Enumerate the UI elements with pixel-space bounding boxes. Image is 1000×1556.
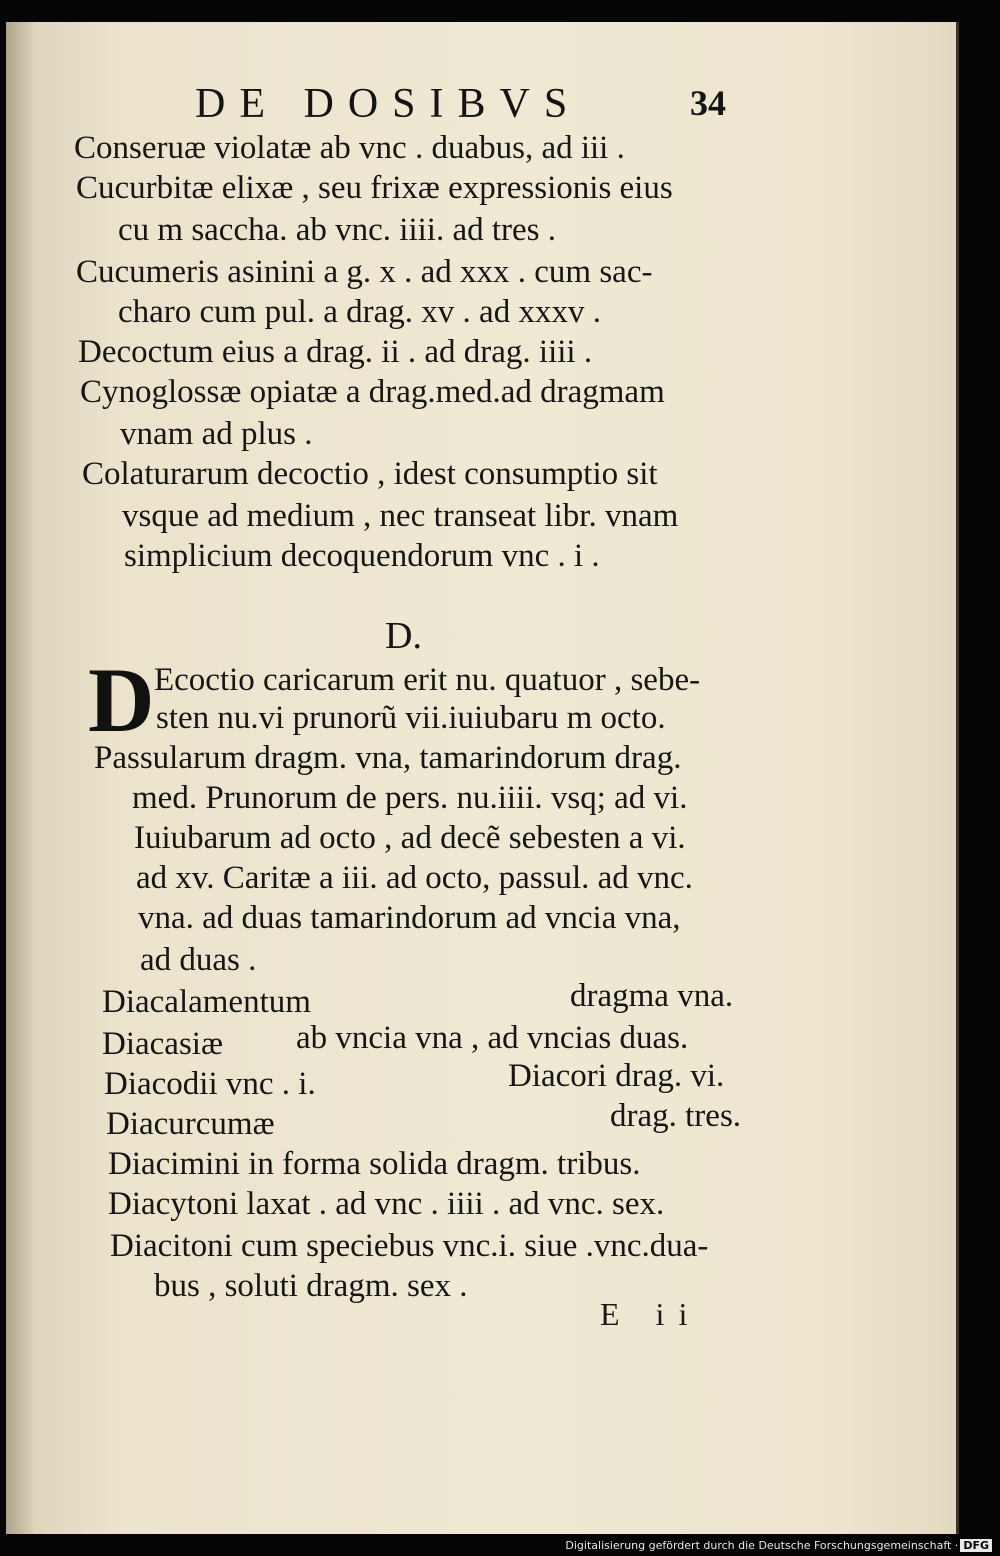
text-line: Cucurbitæ elixæ , seu frixæ expressionis eius bbox=[76, 170, 673, 206]
footer-text: Digitalisierung gefördert durch die Deutsche Forschungsgemeinschaft · bbox=[565, 1539, 959, 1552]
text-line: cu m saccha. ab vnc. iiii. ad tres . bbox=[118, 212, 557, 248]
dfg-logo: DFG bbox=[960, 1539, 992, 1552]
entry-dose: dragma vna. bbox=[570, 978, 734, 1014]
entry-name: Diacurcumæ bbox=[106, 1106, 275, 1142]
running-title: DE DOSIBVS bbox=[195, 81, 582, 127]
folio-number: 34 bbox=[690, 83, 726, 123]
text-line: Diacimini in forma solida dragm. tribus. bbox=[108, 1146, 641, 1182]
entry-dose: drag. tres. bbox=[610, 1098, 742, 1134]
text-line: Passularum dragm. vna, tamarindorum drag. bbox=[94, 740, 682, 776]
text-line: vsque ad medium , nec transeat libr. vnam bbox=[122, 498, 679, 534]
text-line: Colaturarum decoctio , idest consumptio sit bbox=[82, 456, 658, 492]
digitization-footer bbox=[565, 1539, 992, 1552]
text-line: Diacytoni laxat . ad vnc . iiii . ad vnc. sex. bbox=[108, 1186, 665, 1222]
gutter-shadow bbox=[6, 22, 36, 1534]
drop-capital: D bbox=[88, 649, 155, 751]
entry-name: Diacalamentum bbox=[102, 984, 311, 1020]
text-line: sten nu.vi prunorũ vii.iuiubaru m octo. bbox=[156, 700, 666, 736]
entry-dose: Diacori drag. vi. bbox=[508, 1058, 725, 1094]
signature-mark: E ii bbox=[600, 1296, 702, 1332]
text-line: simplicium decoquendorum vnc . i . bbox=[124, 538, 600, 574]
text-line: ad duas . bbox=[140, 942, 257, 978]
text-line: med. Prunorum de pers. nu.iiii. vsq; ad vi. bbox=[132, 780, 688, 816]
entry-name: Diacasiæ bbox=[102, 1026, 223, 1062]
text-line: vnam ad plus . bbox=[120, 416, 313, 452]
page-header bbox=[195, 80, 770, 130]
text-line: Diacitoni cum speciebus vnc.i. siue .vnc.dua- bbox=[110, 1228, 709, 1264]
text-line: charo cum pul. a drag. xv . ad xxxv . bbox=[118, 294, 601, 330]
text-line: vna. ad duas tamarindorum ad vncia vna, bbox=[138, 900, 681, 936]
text-line: bus , soluti dragm. sex . bbox=[154, 1268, 468, 1304]
text-line: Conseruæ violatæ ab vnc . duabus, ad iii . bbox=[74, 130, 625, 166]
text-line: Decoctum eius a drag. ii . ad drag. iiii . bbox=[78, 334, 593, 370]
text-line: Iuiubarum ad octo , ad decẽ sebesten a vi. bbox=[134, 820, 686, 856]
text-line: Ecoctio caricarum erit nu. quatuor , sebe- bbox=[154, 662, 701, 698]
text-line: Cynoglossæ opiatæ a drag.med.ad dragmam bbox=[80, 374, 665, 410]
entry-name: Diacodii vnc . i. bbox=[104, 1066, 316, 1102]
text-line: Cucumeris asinini a g. x . ad xxx . cum sac- bbox=[76, 254, 653, 290]
entry-dose: ab vncia vna , ad vncias duas. bbox=[296, 1020, 689, 1056]
text-line: ad xv. Caritæ a iii. ad octo, passul. ad vnc. bbox=[136, 860, 693, 896]
section-heading: D. bbox=[385, 615, 422, 657]
